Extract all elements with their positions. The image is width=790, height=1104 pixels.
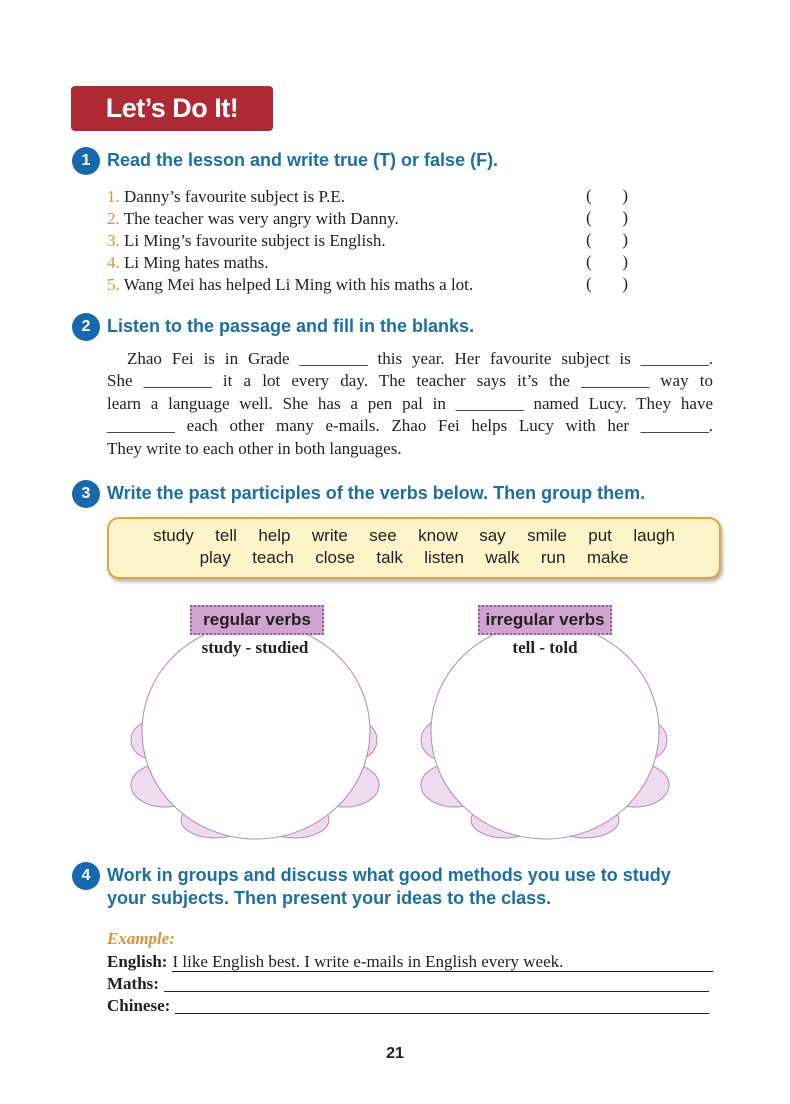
paren-close: ) [622,186,628,205]
irregular-verbs-example: tell - told [512,638,578,657]
paren-close: ) [622,274,628,293]
word-row: play teach close talk listen walk run make [199,548,629,567]
answer-row-english [107,951,713,973]
section-number-badge: 2 [72,313,100,341]
fill-in-passage [107,348,713,460]
item-text: The teacher was very angry with Danny. [123,209,399,228]
answer-parentheses[interactable] [586,252,628,272]
true-false-item [107,230,386,252]
answer-parentheses[interactable] [586,208,628,228]
passage-line: learn a language well. She has a pen pal in ________ named Lucy. They have [107,393,713,413]
paren-close: ) [622,252,628,271]
passage-line: She ________ it a lot every day. The teacher says it’s the ________ way to [107,371,713,391]
item-number: 5. [107,275,120,294]
row-label: Maths: [107,974,159,993]
irregular-verbs-label: irregular verbs [478,605,612,635]
paren-close: ) [622,230,628,249]
section-number-badge: 1 [72,147,100,175]
section-4-heading-line2: your subjects. Then present your ideas to the class. [107,888,552,908]
true-false-item [107,186,345,208]
lets-do-it-banner: Let’s Do It! [71,86,273,131]
paren-open: ( [586,208,592,227]
regular-verbs-example: study - studied [201,638,309,657]
passage-line: ________ each other many e-mails. Zhao Fei helps Lucy with her ________. [107,416,713,436]
english-answer-field[interactable]: I like English best. I write e-mails in English every week. [172,951,713,972]
passage-line: They write to each other in both languages. [107,438,402,458]
answer-row-maths [107,973,709,995]
row-label: Chinese: [107,996,171,1015]
section-number-badge: 4 [72,862,100,890]
verb-group-circles [0,600,790,850]
paren-open: ( [586,230,592,249]
maths-answer-field[interactable] [164,973,709,992]
section-2-heading: Listen to the passage and fill in the blanks. [107,316,475,336]
section-4-heading-line1: Work in groups and discuss what good methods you use to study [107,865,671,885]
section-3-heading: Write the past participles of the verbs below. Then group them. [107,483,646,503]
paren-open: ( [586,186,592,205]
example-label: Example: [107,929,175,948]
true-false-item [107,252,268,274]
item-text: Danny’s favourite subject is P.E. [124,187,345,206]
paren-open: ( [586,274,592,293]
answer-parentheses[interactable] [586,230,628,250]
paren-open: ( [586,252,592,271]
row-label: English: [107,952,168,971]
verb-word-box [107,517,721,579]
item-number: 3. [107,231,120,250]
item-text: Li Ming’s favourite subject is English. [124,231,386,250]
paren-close: ) [622,208,628,227]
true-false-item [107,274,473,296]
passage-line: Zhao Fei is in Grade ________ this year. Her favourite subject is ________. [127,349,713,368]
answer-row-chinese [107,995,709,1017]
page-number: 21 [386,1045,404,1062]
answer-parentheses[interactable] [586,186,628,206]
chinese-answer-field[interactable] [175,995,709,1014]
item-text: Li Ming hates maths. [124,253,269,272]
regular-verbs-label: regular verbs [190,605,324,635]
answer-parentheses[interactable] [586,274,628,294]
item-number: 2. [107,209,120,228]
item-text: Wang Mei has helped Li Ming with his maths a lot. [123,275,474,294]
section-1-heading: Read the lesson and write true (T) or false (F). [107,150,499,170]
item-number: 1. [107,187,120,206]
item-number: 4. [107,253,120,272]
word-row: study tell help write see know say smile put laugh [153,526,675,545]
section-number-badge: 3 [72,480,100,508]
true-false-item [107,208,399,230]
